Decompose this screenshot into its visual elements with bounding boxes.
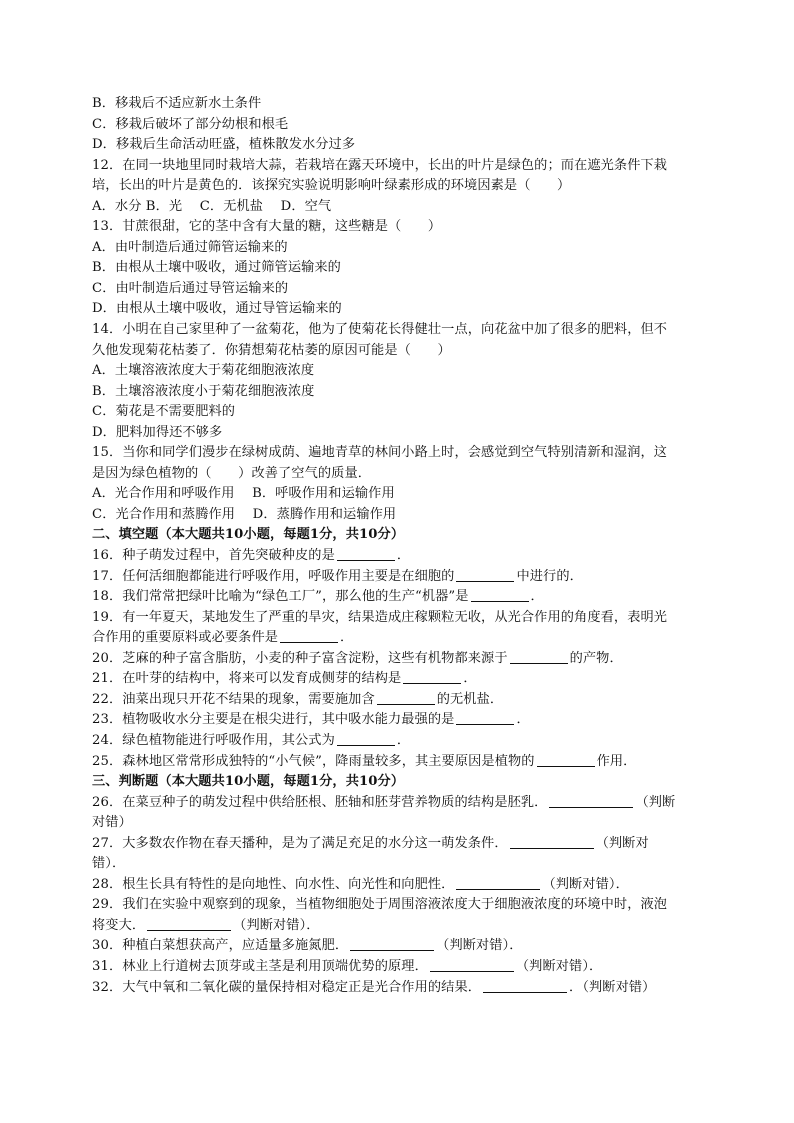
q19-end: ． bbox=[340, 630, 354, 646]
q17-text: 17．任何活细胞都能进行呼吸作用，呼吸作用主要是在细胞的 bbox=[92, 568, 455, 584]
q21-answer-blank[interactable] bbox=[403, 669, 461, 684]
q15-stem-line1: 15．当你和同学们漫步在绿树成荫、遍地青草的林间小路上时，会感觉到空气特别清新和湿润，这 bbox=[92, 445, 668, 461]
q25-end: 作用． bbox=[596, 753, 637, 769]
q12-stem-line2: 培，长出的叶片是黄色的．该探究实验说明影响叶绿素形成的环境因素是（ ） bbox=[92, 178, 571, 194]
q24-answer-blank[interactable] bbox=[337, 731, 395, 746]
q16-text: 16．种子萌发过程中，首先突破种皮的是 bbox=[92, 548, 335, 564]
q16-answer-blank[interactable] bbox=[337, 546, 395, 561]
q14-option-c: C．菊花是不需要肥料的 bbox=[92, 404, 236, 420]
q29-line2 bbox=[92, 916, 700, 937]
q26-line1 bbox=[92, 793, 700, 814]
q21 bbox=[92, 669, 700, 690]
q14-option-b: B．土壤溶液浓度小于菊花细胞液浓度 bbox=[92, 383, 315, 399]
q24 bbox=[92, 731, 700, 752]
q19-answer-blank[interactable] bbox=[280, 628, 338, 643]
q27-judge-label: （判断对 bbox=[595, 835, 649, 851]
q23-text: 23．植物吸收水分主要是在根尖进行，其中吸水能力最强的是 bbox=[92, 712, 455, 728]
q14-stem-line1: 14．小明在自己家里种了一盆菊花，他为了使菊花长得健壮一点，向花盆中加了很多的肥料，但不 bbox=[92, 322, 668, 338]
q27-line1 bbox=[92, 834, 700, 855]
q20 bbox=[92, 649, 700, 670]
q13-option-b: B．由根从土壤中吸收，通过筛管运输来的 bbox=[92, 260, 341, 276]
q27-answer-blank[interactable] bbox=[510, 834, 594, 849]
q13-option-c: C．由叶制造后通过导管运输来的 bbox=[92, 280, 289, 296]
q31-text: 31．林业上行道树去顶芽或主茎是利用顶端优势的原理． bbox=[92, 958, 428, 974]
q19-line2 bbox=[92, 628, 700, 649]
q25 bbox=[92, 752, 700, 773]
q31 bbox=[92, 957, 700, 978]
q26-line2: 对错） bbox=[92, 815, 132, 831]
q31-judge-label: （判断对错）． bbox=[515, 958, 603, 974]
q25-answer-blank[interactable] bbox=[537, 752, 595, 767]
q22 bbox=[92, 690, 700, 711]
q12-options: A．水分 B．光 C．无机盐 D．空气 bbox=[92, 198, 332, 214]
q26-answer-blank[interactable] bbox=[549, 793, 633, 808]
q22-text: 22．油菜出现只开花不结果的现象，需要施加含 bbox=[92, 691, 375, 707]
q18-answer-blank[interactable] bbox=[471, 587, 529, 602]
q23 bbox=[92, 710, 700, 731]
q19-line1: 19．有一年夏天，某地发生了严重的旱灾，结果造成庄稼颗粒无收，从光合作用的角度看，表明光 bbox=[92, 609, 668, 625]
q25-text: 25．森林地区常常形成独特的“小气候”，降雨量较多，其主要原因是植物的 bbox=[92, 753, 535, 769]
q16-end: ． bbox=[396, 548, 411, 564]
q29-answer-blank[interactable] bbox=[147, 916, 231, 931]
q30-text: 30．种植白菜想获高产，应适量多施氮肥． bbox=[92, 938, 349, 954]
q14-stem-line2: 久他发现菊花枯萎了．你猜想菊花枯萎的原因可能是（ ） bbox=[92, 342, 451, 358]
q24-text: 24．绿色植物能进行呼吸作用，其公式为 bbox=[92, 732, 335, 748]
q14-option-a: A．土壤溶液浓度大于菊花细胞液浓度 bbox=[92, 363, 315, 379]
q27-text: 27．大多数农作物在春天播种，是为了满足充足的水分这一萌发条件． bbox=[92, 835, 508, 851]
q22-end: 的无机盐． bbox=[436, 691, 504, 707]
q27-line2: 错）． bbox=[92, 856, 126, 872]
q21-text: 21．在叶芽的结构中，将来可以发育成侧芽的结构是 bbox=[92, 671, 402, 687]
q28-judge-label: （判断对错）． bbox=[542, 876, 629, 892]
q30-judge-label: （判断对错）． bbox=[436, 938, 523, 954]
q11-option-b: B．移栽后不适应新水土条件 bbox=[92, 96, 262, 111]
q26-text: 26．在菜豆种子的萌发过程中供给胚根、胚轴和胚芽营养物质的结构是胚乳． bbox=[92, 794, 548, 810]
q17 bbox=[92, 567, 700, 588]
q28-answer-blank[interactable] bbox=[456, 875, 540, 890]
q20-text: 20．芝麻的种子富含脂肪，小麦的种子富含淀粉，这些有机物都来源于 bbox=[92, 650, 508, 666]
q18-end: ． bbox=[530, 589, 544, 605]
q23-end: ． bbox=[516, 712, 530, 728]
q18-text: 18．我们常常把绿叶比喻为“绿色工厂”，那么他的生产“机器”是 bbox=[92, 589, 469, 605]
q32-judge-label: ．（判断对错） bbox=[569, 979, 656, 995]
q24-end: ． bbox=[396, 732, 411, 748]
q21-end: ． bbox=[463, 671, 477, 687]
q29-text: 将变大． bbox=[92, 917, 146, 933]
q13-option-d: D．由根从土壤中吸收，通过导管运输来的 bbox=[92, 301, 342, 317]
q20-end: 的产物． bbox=[569, 650, 623, 666]
q20-answer-blank[interactable] bbox=[510, 649, 568, 664]
q32 bbox=[92, 978, 700, 999]
q16 bbox=[92, 546, 700, 567]
q29-line1: 29．我们在实验中观察到的现象，当植物细胞处于周围溶液浓度大于细胞液浓度的环境中时，液泡 bbox=[92, 897, 668, 913]
q12-stem-line1: 12．在同一块地里同时栽培大蒜，若栽培在露天环境中，长出的叶片是绿色的；而在遮光条件下栽 bbox=[92, 157, 668, 173]
page-content bbox=[92, 94, 700, 998]
q23-answer-blank[interactable] bbox=[456, 710, 514, 725]
fill-section-heading: 二、填空题（本大题共10小题，每题1分，共10分） bbox=[92, 527, 405, 543]
q26-judge-label: （判断 bbox=[635, 794, 676, 810]
q30 bbox=[92, 936, 700, 957]
q11-option-c: C．移栽后破坏了部分幼根和根毛 bbox=[92, 116, 289, 132]
q19-text: 合作用的重要原料或必要条件是 bbox=[92, 630, 279, 646]
q17-end: 中进行的． bbox=[516, 568, 583, 584]
q29-judge-label: （判断对错）． bbox=[233, 917, 320, 933]
q11-option-d: D．移栽后生命活动旺盛，植株散发水分过多 bbox=[92, 137, 356, 153]
q13-stem: 13．甘蔗很甜，它的茎中含有大量的糖，这些糖是（ ） bbox=[92, 219, 442, 235]
q15-options-ab: A．光合作用和呼吸作用 B．呼吸作用和运输作用 bbox=[92, 486, 395, 502]
q32-text: 32．大气中氧和二氧化碳的量保持相对稳定正是光合作用的结果． bbox=[92, 979, 482, 995]
q31-answer-blank[interactable] bbox=[430, 957, 514, 972]
q28-text: 28．根生长具有特性的是向地性、向水性、向光性和向肥性． bbox=[92, 876, 455, 892]
q30-answer-blank[interactable] bbox=[350, 936, 434, 951]
q32-answer-blank[interactable] bbox=[483, 978, 567, 993]
q14-option-d: D．肥料加得还不够多 bbox=[92, 424, 223, 440]
q15-options-cd: C．光合作用和蒸腾作用 D．蒸腾作用和运输作用 bbox=[92, 506, 397, 522]
q22-answer-blank[interactable] bbox=[377, 690, 435, 705]
q15-stem-line2: 是因为绿色植物的（ ）改善了空气的质量． bbox=[92, 465, 372, 481]
q17-answer-blank[interactable] bbox=[456, 567, 514, 582]
q28 bbox=[92, 875, 700, 896]
q13-option-a: A．由叶制造后通过筛管运输来的 bbox=[92, 239, 288, 255]
q18 bbox=[92, 587, 700, 608]
judge-section-heading: 三、判断题（本大题共10小题，每题1分，共10分） bbox=[92, 774, 405, 790]
